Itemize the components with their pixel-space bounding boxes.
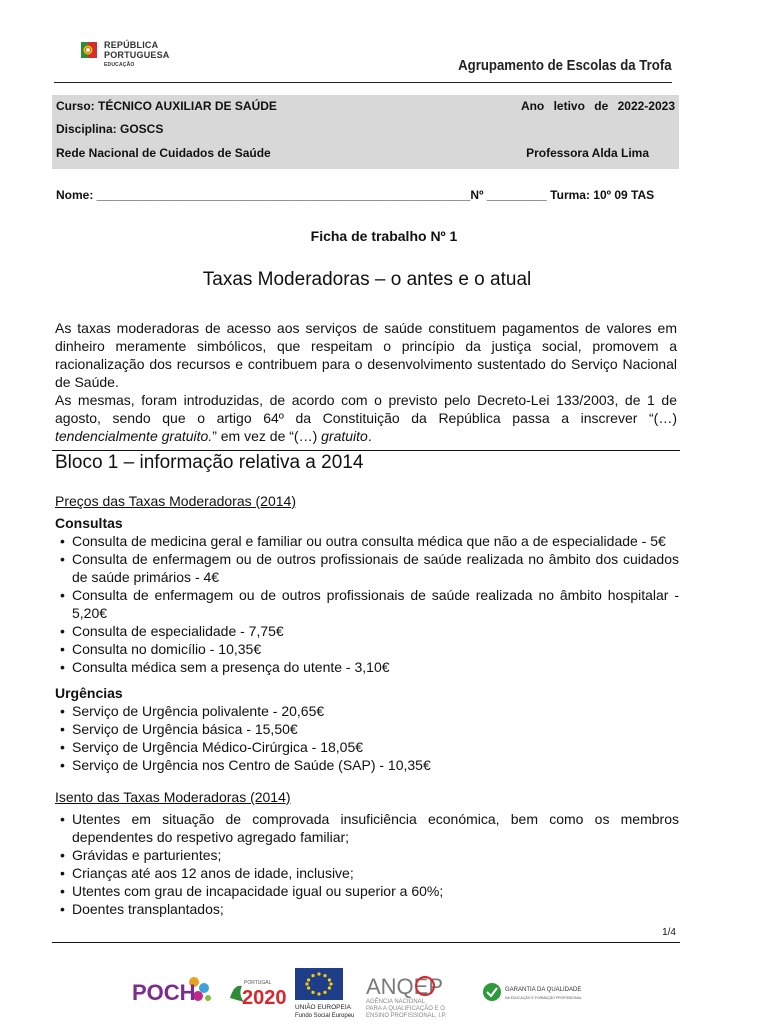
list-item: • Consulta de medicina geral e familiar ou outra consulta médica que não a de especialidade - 5€ [55,532,679,550]
intro-paragraph-1: As taxas moderadoras de acesso aos serviços de saúde constituem pagamentos de valores em dinheiro meramente simbólicos, que respeitam o princípio da justiça social, promovem a racionalização dos recursos e contribuem para o desenvolvimento sustentado do Serviço Nacional de Saúde. [55,320,677,390]
p2020-text: 2020 [242,987,287,1009]
intro-paragraph-2 [55,391,677,445]
anqep-sub-2: PARA A QUALIFICAÇÃO E O [366,1006,445,1012]
list-item: • Utentes com grau de incapacidade igual ou superior a 60%; [55,882,679,900]
intro-text [55,319,677,445]
worksheet-title: Ficha de trabalho Nº 1 [310,228,458,244]
intro-p2-em2: gratuito [321,428,368,444]
precos-heading: Preços das Taxas Moderadoras (2014) [55,493,296,509]
urgencias-heading: Urgências [55,685,123,701]
section-divider [52,450,680,451]
list-item: • Grávidas e parturientes; [55,846,679,864]
gq-sub: NA EDUCAÇÃO E FORMAÇÃO PROFISSIONAL [505,996,582,1000]
list-item: • Utentes em situação de comprovada insuficiência económica, bem como os membros dependentes do respetivo agregado familiar; [55,810,679,846]
course-info-box [52,95,679,169]
school-name: Agrupamento de Escolas da Trofa [458,57,672,74]
consultas-heading: Consultas [55,515,123,531]
list-item: • Consulta médica sem a presença do utente - 3,10€ [55,658,679,676]
bloco-content [55,492,679,918]
intro-p2-end: . [367,428,372,444]
anqep-sub-3: ENSINO PROFISSIONAL, I.P. [366,1013,447,1019]
portugal-emblem-icon [80,40,100,64]
intro-p2-mid: ” em vez de “(…) [212,428,322,444]
isento-list [55,810,679,918]
list-item: • Doentes transplantados; [55,900,679,918]
footer-logos [0,962,768,1022]
list-item: • Consulta de especialidade - 7,75€ [55,622,679,640]
eu-line-2: Fundo Social Europeu [295,1013,355,1019]
footer-divider [52,942,680,943]
isento-heading: Isento das Taxas Moderadoras (2014) [55,789,291,805]
urgencias-list [55,702,679,774]
garantia-qualidade-logo [482,980,594,1004]
anqep-text: ANQEP [366,974,444,999]
professora-label: Professora Alda Lima [526,146,649,160]
gq-title: GARANTIA DA QUALIDADE [505,987,582,993]
anqep-logo [364,970,474,1020]
intro-p2-start: As mesmas, foram introduzidas, de acordo com o previsto pelo Decreto-Lei 133/2003, de 1 de agosto, sendo que o artigo 64º da Constituição da República passa a inscrever “(…) [55,392,677,426]
disciplina-label: Disciplina: GOSCS [56,122,164,136]
anqep-sub-1: AGÊNCIA NACIONAL [366,999,426,1005]
intro-p2-em1: tendencialmente gratuito. [55,428,213,444]
list-item: • Serviço de Urgência nos Centro de Saúde (SAP) - 10,35€ [55,756,679,774]
student-name-line: Nome: ________________________________________________________Nº _________ Turma: 10º 09 TAS [56,188,655,202]
ano-letivo: Ano letivo de 2022-2023 [520,99,675,113]
bloco-title: Bloco 1 – informação relativa a 2014 [55,452,364,473]
list-item: • Serviço de Urgência Médico-Cirúrgica - 18,05€ [55,738,679,756]
curso-label: Curso: TÉCNICO AUXILIAR DE SAÚDE [56,99,277,113]
consultas-list [55,532,679,676]
republica-portuguesa-logo [80,40,170,70]
logo-line-2: PORTUGUESA [104,50,170,60]
list-item: • Serviço de Urgência básica - 15,50€ [55,720,679,738]
list-item: • Serviço de Urgência polivalente - 20,65€ [55,702,679,720]
eu-line-1: UNIÃO EUROPEIA [295,1004,351,1011]
list-item: • Consulta de enfermagem ou de outros profissionais de saúde realizada no âmbito hospitalar - 5,20€ [55,586,679,622]
page-title: Taxas Moderadoras – o antes e o atual [202,269,532,290]
header-divider [54,82,672,83]
logo-line-1: REPÚBLICA [104,40,159,50]
rede-label: Rede Nacional de Cuidados de Saúde [56,146,271,160]
poch-logo [130,968,216,1008]
portugal-2020-logo [228,976,290,1008]
logo-sub: EDUCAÇÃO [104,62,135,68]
list-item: • Crianças até aos 12 anos de idade, inclusive; [55,864,679,882]
list-item: • Consulta de enfermagem ou de outros profissionais de saúde realizada no âmbito dos cuidados de saúde primários - 4€ [55,550,679,586]
page-number: 1/4 [662,927,676,938]
portugal-text: PORTUGAL [244,980,272,986]
poch-text: POCH [132,980,196,1005]
list-item: • Consulta no domicílio - 10,35€ [55,640,679,658]
eu-flag-logo [294,966,355,1020]
